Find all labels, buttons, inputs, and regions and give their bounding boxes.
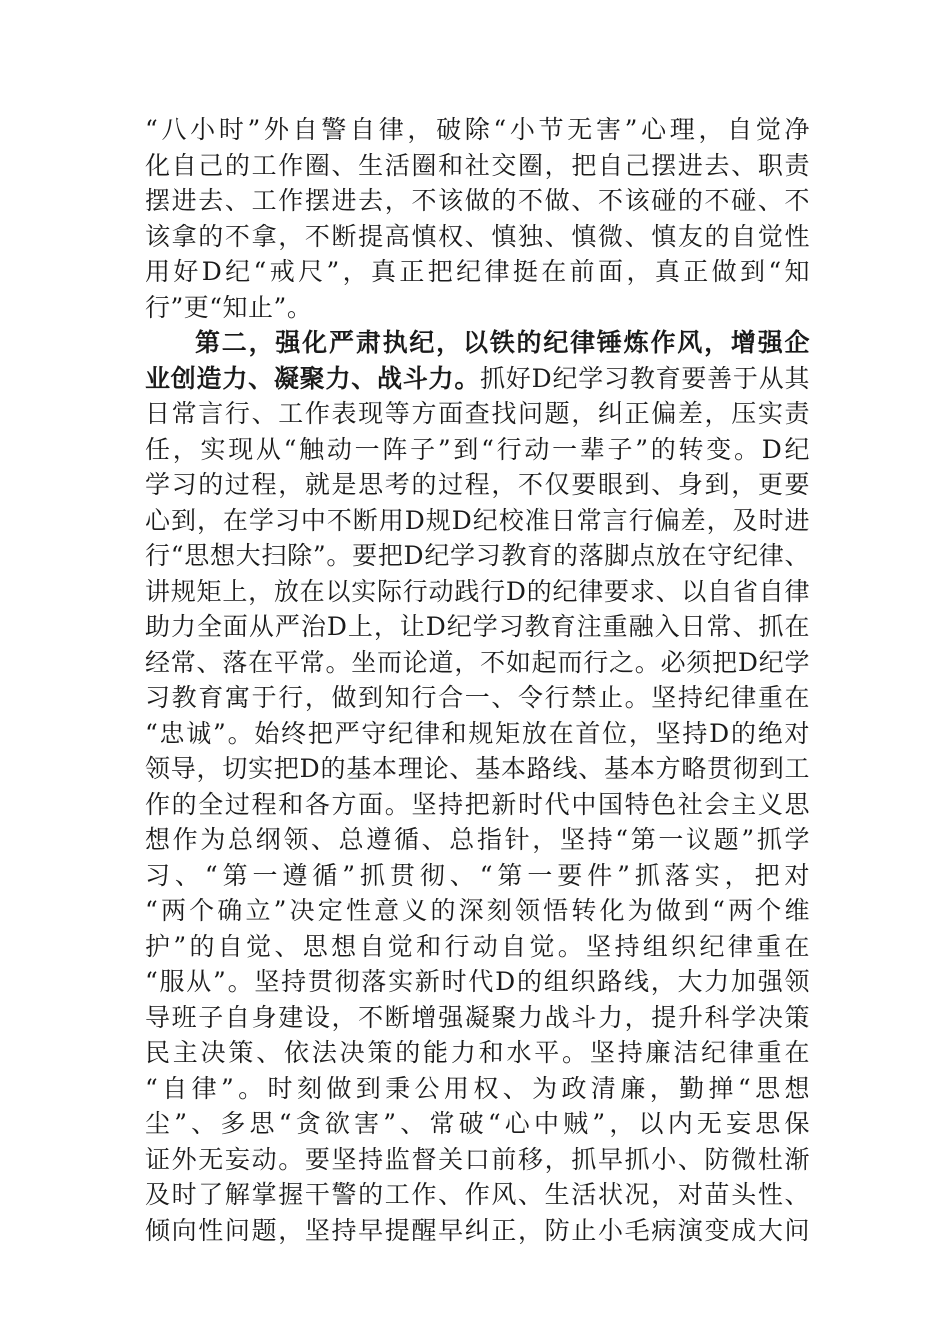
text-line: 该拿的不拿，不断提高慎权、慎独、慎微、慎友的自觉性 xyxy=(145,221,810,251)
text-line: 倾向性问题，坚持早提醒早纠正，防止小毛病演变成大问 xyxy=(145,1215,810,1245)
text-line: 证外无妄动。要坚持监督关口前移，抓早抓小、防微杜渐 xyxy=(145,1144,810,1174)
text-line: “自律”。时刻做到秉公用权、为政清廉，勤掸“思想 xyxy=(145,1073,810,1103)
section-heading-cont: 业创造力、凝聚力、战斗力。 xyxy=(145,363,481,393)
text-line: 任，实现从“触动一阵子”到“行动一辈子”的转变。D纪 xyxy=(145,434,810,464)
text-line: 导班子自身建设，不断增强凝聚力战斗力，提升科学决策 xyxy=(145,1002,810,1032)
text-line: 行“思想大扫除”。要把D纪学习教育的落脚点放在守纪律、 xyxy=(145,541,810,570)
text-line: 及时了解掌握干警的工作、作风、生活状况，对苗头性、 xyxy=(145,1180,810,1209)
text-line: 作的全过程和各方面。坚持把新时代中国特色社会主义思 xyxy=(145,789,810,819)
text-line: 领导，切实把D的基本理论、基本路线、基本方略贯彻到工 xyxy=(145,754,810,783)
text-line: 摆进去、工作摆进去，不该做的不做、不该碰的不碰、不 xyxy=(145,186,810,215)
text-line xyxy=(145,361,810,397)
text-line: 经常、落在平常。坐而论道，不如起而行之。必须把D纪学 xyxy=(145,647,810,677)
text-line: 习、“第一遵循”抓贯彻、“第一要件”抓落实，把对 xyxy=(145,860,810,890)
text-line: 行”更“知止”。 xyxy=(145,292,313,322)
text-line: 民主决策、依法决策的能力和水平。坚持廉洁纪律重在 xyxy=(145,1038,810,1067)
text-line: 护”的自觉、思想自觉和行动自觉。坚持组织纪律重在 xyxy=(145,931,810,961)
text-line: 助力全面从严治D上，让D纪学习教育注重融入日常、抓在 xyxy=(145,612,810,641)
body-text xyxy=(145,112,810,1248)
text-line: “两个确立”决定性意义的深刻领悟转化为做到“两个维 xyxy=(145,896,810,925)
text-line: 日常言行、工作表现等方面查找问题，纠正偏差，压实责 xyxy=(145,399,810,428)
text-line-rest: 抓好D纪学习教育要善于从其 xyxy=(480,363,810,393)
section-heading: 第二，强化严肃执纪，以铁的纪律锤炼作风，增强企 xyxy=(195,328,810,357)
text-line: 尘”、多思“贪欲害”、常破“心中贼”，以内无妄思保 xyxy=(145,1109,810,1138)
text-line: 化自己的工作圈、生活圈和社交圈，把自己摆进去、职责 xyxy=(145,150,810,180)
text-line: “服从”。坚持贯彻落实新时代D的组织路线，大力加强领 xyxy=(145,967,810,996)
text-line: 心到，在学习中不断用D规D纪校准日常言行偏差，及时进 xyxy=(145,505,810,535)
text-line: 讲规矩上，放在以实际行动践行D的纪律要求、以自省自律 xyxy=(145,576,810,606)
text-line: 想作为总纲领、总遵循、总指针，坚持“第一议题”抓学 xyxy=(145,825,810,854)
text-line: “八小时”外自警自律，破除“小节无害”心理，自觉净 xyxy=(145,115,810,144)
text-line: “忠诚”。始终把严守纪律和规矩放在首位，坚持D的绝对 xyxy=(145,718,810,748)
text-line: 学习的过程，就是思考的过程，不仅要眼到、身到，更要 xyxy=(145,470,810,499)
text-line: 用好D纪“戒尺”，真正把纪律挺在前面，真正做到“知 xyxy=(145,257,810,286)
text-line: 习教育寓于行，做到知行合一、令行禁止。坚持纪律重在 xyxy=(145,683,810,712)
